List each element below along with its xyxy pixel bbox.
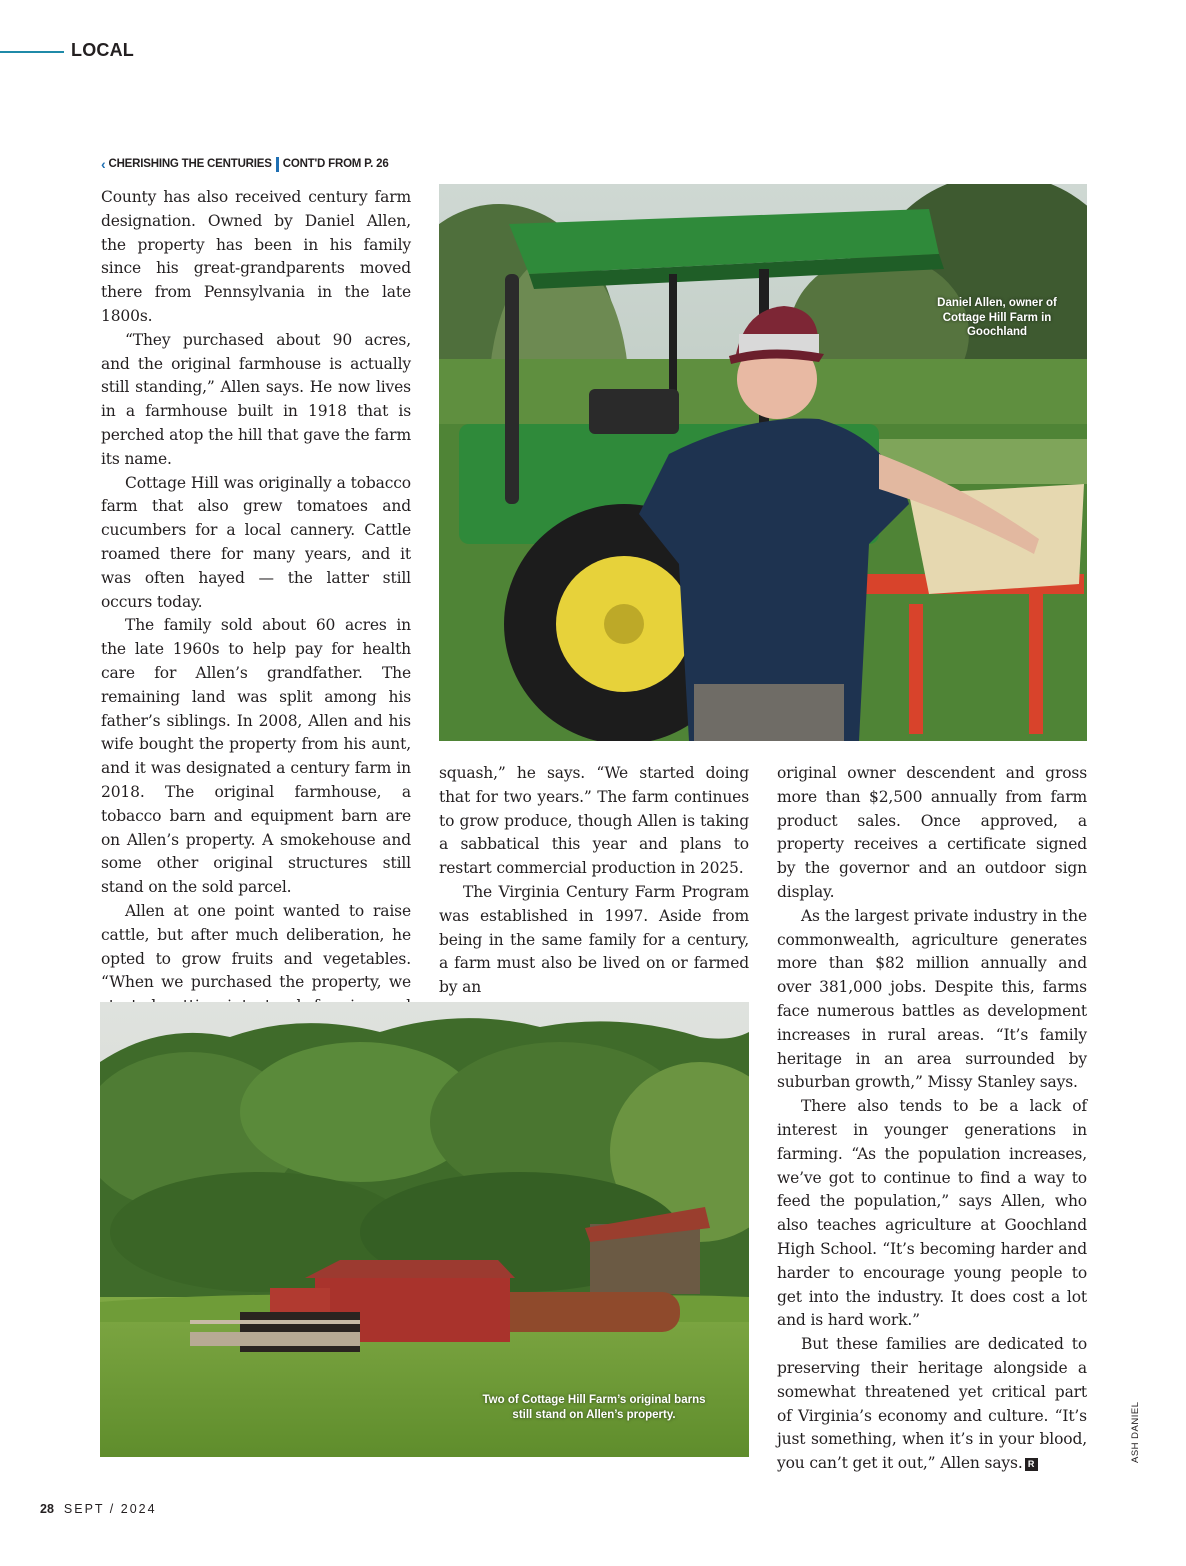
photo-caption-top: Daniel Allen, owner of Cottage Hill Farm in Goochland <box>937 297 1057 338</box>
paragraph: County has also received century farm designation. Owned by Daniel Allen, the property has been in his family since his great-grandparents moved there from Pennsylvania in the late 1800s. <box>101 188 411 325</box>
photo-cottage-hill-barns <box>100 1002 749 1457</box>
photo-daniel-allen-tractor <box>439 184 1087 741</box>
section-label: LOCAL <box>71 40 134 60</box>
article-column-1 <box>101 186 411 1090</box>
paragraph: As the largest private industry in the commonwealth, agriculture generates more than $82 million annually and over 381,000 jobs. Despite this, farms face numerous battles as development increases in rural areas. “It’s family heritage in an area surrounded by suburban growth,” Missy Stanley says. <box>777 906 1087 1092</box>
issue-date: SEPT / 2024 <box>63 1502 157 1516</box>
page-footer <box>40 1502 157 1516</box>
article-column-3 <box>777 762 1087 1476</box>
paragraph: The family sold about 60 acres in the late 1960s to help pay for health care for Allen’s grandfather. The remaining land was split among his father’s siblings. In 2008, Allen and his wife bought the property from his aunt, and it was designated a century farm in 2018. The original farmhouse, a tobacco barn and equipment barn are on Allen’s property. A smokehouse and some other original structures still stand on the sold parcel. <box>101 616 411 897</box>
paragraph-text: But these families are dedicated to preserving their heritage alongside a somewhat threatened yet critical part of Virginia’s economy and culture. “It’s just something, when it’s in your blood, you can’t get it out,” Allen says. <box>777 1335 1087 1473</box>
continuation-line[interactable] <box>101 156 389 172</box>
end-mark-icon: R <box>1025 1458 1038 1471</box>
page-number: 28 <box>40 1502 54 1516</box>
chevron-left-icon: ‹ <box>101 156 106 172</box>
photo-caption-bottom: Two of Cottage Hill Farm’s original barns still stand on Allen’s property. <box>482 1394 706 1421</box>
photo-credit: ASH DANIEL <box>1130 1401 1141 1463</box>
continuation-story: CHERISHING THE CENTURIES <box>108 158 272 170</box>
paragraph: There also tends to be a lack of interest in younger generations in farming. “As the population increases, we’ve got to continue to find a way to feed the population,” says Allen, who also teaches agriculture at Goochland High School. “It’s becoming harder and harder to encourage young people to get into the industry. It does cost a lot and is hard work.” <box>777 1097 1087 1330</box>
continuation-divider <box>276 157 279 172</box>
section-rule <box>0 51 64 53</box>
paragraph: original owner descendent and gross more than $2,500 annually from farm product sales. Once approved, a property receives a certificate signed by the governor and an outdoor sign display. <box>777 764 1087 901</box>
article-column-2 <box>439 762 749 1000</box>
paragraph: Allen at one point wanted to raise cattle, but after much deliberation, he opted to grow fruits and vegetables. “When we purchased the property, we <box>101 901 411 992</box>
paragraph: “They purchased about 90 acres, and the original farmhouse is actually still standing,” Allen says. He now lives in a farmhouse built in 1918 that is perched atop the hill that gave the farm its name. <box>101 330 411 468</box>
paragraph: The Virginia Century Farm Program was established in 1997. Aside from being in the same family for a century, a farm must also be lived on or farmed by an <box>439 882 749 997</box>
paragraph: squash,” he says. “We started doing that for two years.” The farm continues to grow produce, though Allen is taking a sabbatical this year and plans to restart commercial production in 2025. <box>439 764 749 878</box>
paragraph: Cottage Hill was originally a tobacco farm that also grew tomatoes and cucumbers for a local cannery. Cattle roamed there for many years, and it was often hayed — the latter still occurs today. <box>101 473 411 611</box>
continuation-note: CONT'D FROM P. 26 <box>282 158 389 170</box>
paragraph <box>777 1333 1087 1476</box>
